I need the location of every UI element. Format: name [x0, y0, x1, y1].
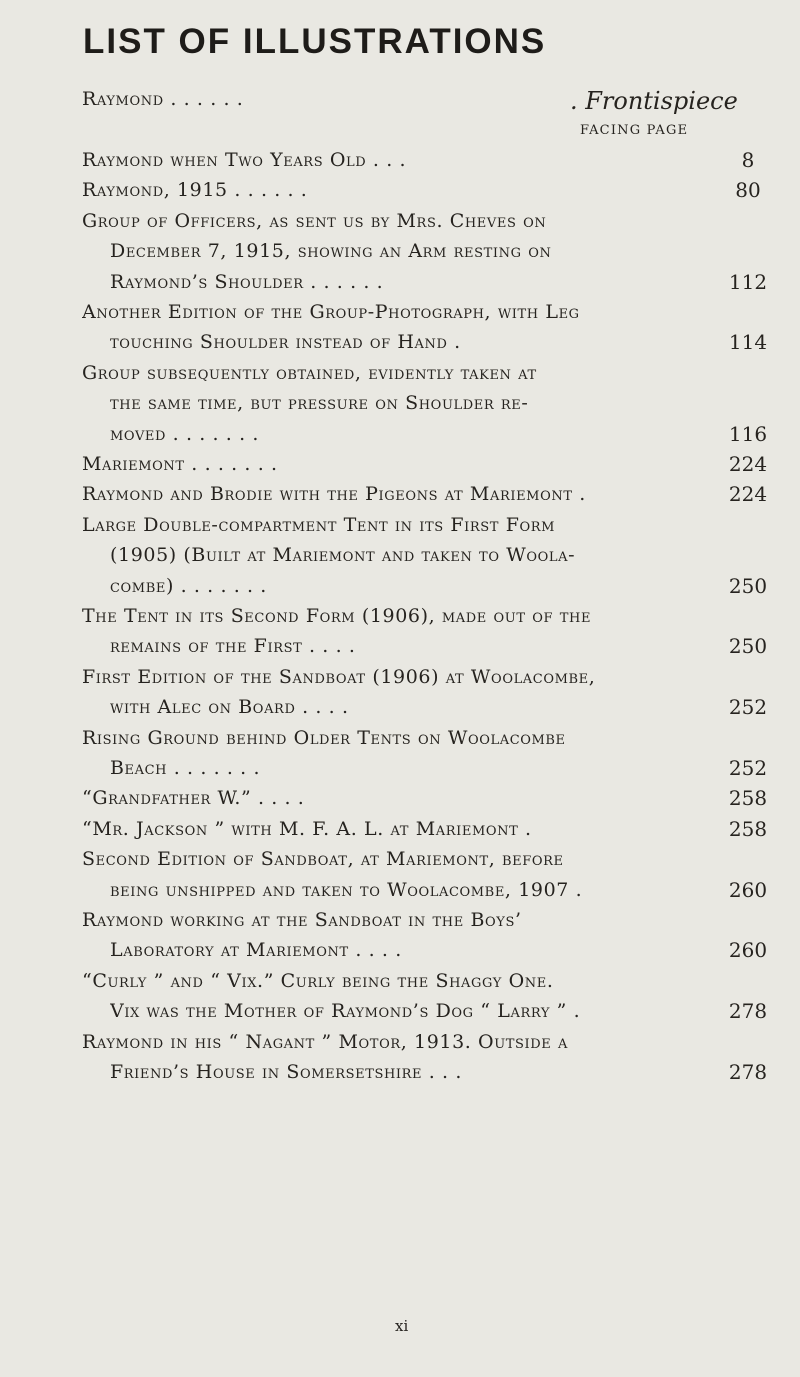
illustration-entry-line: remains of the First . . . .: [110, 635, 356, 658]
illustration-entry-line: Group of Officers, as sent us by Mrs. Cheves on: [82, 209, 547, 232]
illustration-entry-line: “Curly ” and “ Vix.” Curly being the Shaggy One.: [82, 969, 554, 992]
illustration-entry-line: Raymond in his “ Nagant ” Motor, 1913. Outside a: [82, 1030, 569, 1053]
page-folio: xi: [395, 1317, 409, 1335]
illustration-page-number: 8: [741, 148, 755, 172]
illustration-page-number: 224: [728, 452, 768, 476]
illustration-page-number: 116: [728, 421, 768, 446]
illustration-page-number: 250: [728, 634, 768, 659]
illustration-page-number: 252: [728, 756, 768, 780]
illustration-entry-line: First Edition of the Sandboat (1906) at Woolacombe,: [82, 665, 596, 688]
illustration-entry-line: Raymond working at the Sandboat in the Boys’: [82, 909, 522, 931]
illustration-entry-line: Laboratory at Mariemont . . . .: [110, 939, 402, 962]
illustration-entry-line: Group subsequently obtained, evidently taken at: [82, 361, 537, 384]
frontispiece-entry: Raymond . . . . . .: [82, 88, 244, 110]
illustration-page-number: 278: [728, 999, 768, 1024]
illustration-entry-line: “Mr. Jackson ” with M. F. A. L. at Mariemont .: [82, 817, 532, 840]
frontispiece-location: . Frontispiece: [570, 87, 738, 115]
illustration-entry-line: Beach . . . . . . .: [110, 757, 261, 779]
illustration-page-number: 258: [728, 816, 768, 841]
illustration-entry-line: Mariemont . . . . . . .: [82, 453, 278, 475]
illustration-page-number: 252: [728, 695, 768, 720]
illustration-entry-line: Friend’s House in Somersetshire . . .: [110, 1061, 462, 1083]
illustration-page-number: 260: [728, 877, 768, 902]
illustration-entry-line: Raymond and Brodie with the Pigeons at Mariemont .: [82, 483, 586, 506]
illustration-entry-line: being unshipped and taken to Woolacombe, 1907 .: [110, 878, 583, 901]
illustration-entry-line: the same time, but pressure on Shoulder re-: [110, 392, 529, 415]
illustration-entry-line: (1905) (Built at Mariemont and taken to Woola-: [110, 544, 576, 567]
illustration-page-number: 260: [728, 938, 768, 963]
illustration-entry-line: combe) . . . . . . .: [110, 574, 267, 597]
illustration-entry-line: December 7, 1915, showing an Arm resting on: [110, 240, 552, 263]
illustration-entry-line: moved . . . . . . .: [110, 422, 259, 445]
illustration-page-number: 114: [728, 330, 768, 355]
illustration-entry-line: Raymond, 1915 . . . . . .: [82, 179, 308, 202]
illustration-entry-line: Vix was the Mother of Raymond’s Dog “ Larry ” .: [110, 1000, 581, 1023]
illustration-entry-line: The Tent in its Second Form (1906), made out of the: [82, 605, 592, 627]
illustration-page-number: 224: [728, 482, 768, 507]
illustration-page-number: 112: [728, 269, 768, 294]
illustration-entry-line: touching Shoulder instead of Hand .: [110, 331, 461, 354]
illustration-entry-line: “Grandfather W.” . . . .: [82, 787, 305, 810]
illustration-entry-line: Large Double-compartment Tent in its First Form: [82, 513, 556, 536]
illustration-entry-line: with Alec on Board . . . .: [110, 696, 349, 719]
illustration-entry-line: Raymond’s Shoulder . . . . . .: [110, 270, 384, 293]
illustration-entry-line: Second Edition of Sandboat, at Mariemont, before: [82, 848, 564, 871]
facing-page-header: FACING PAGE: [580, 123, 689, 138]
illustration-page-number: 258: [728, 786, 768, 811]
page-title: LIST OF ILLUSTRATIONS: [83, 22, 547, 61]
illustration-page-number: 80: [735, 178, 761, 203]
illustration-entry-line: Raymond when Two Years Old . . .: [82, 149, 407, 171]
illustration-entry-line: Rising Ground behind Older Tents on Woolacombe: [82, 726, 566, 749]
illustration-page-number: 250: [728, 573, 768, 598]
illustration-entry-line: Another Edition of the Group-Photograph, with Leg: [82, 301, 580, 323]
illustration-page-number: 278: [728, 1060, 768, 1084]
